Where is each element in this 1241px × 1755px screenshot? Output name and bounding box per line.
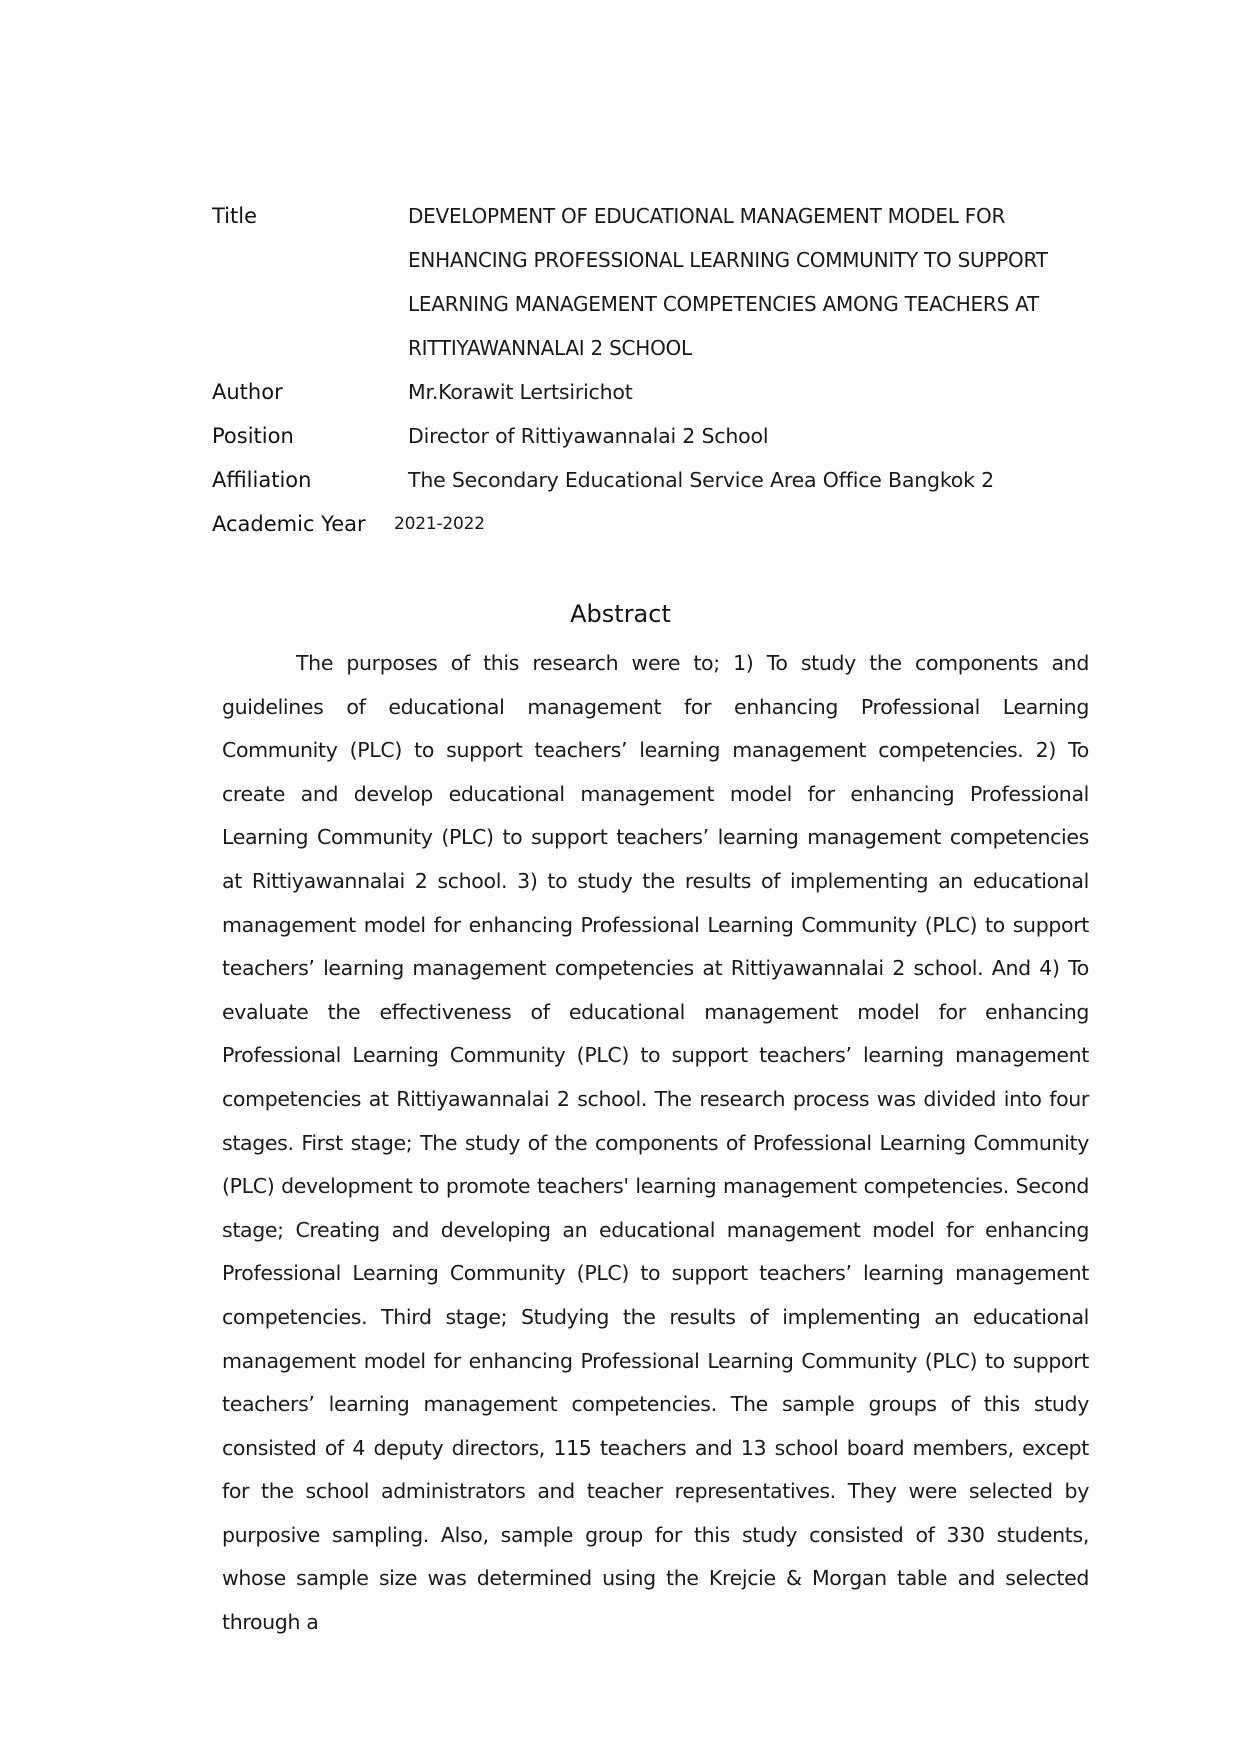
metadata-block (212, 194, 1092, 546)
position-label: Position (212, 424, 294, 448)
affiliation-label: Affiliation (212, 468, 312, 492)
affiliation-row (212, 458, 1092, 502)
affiliation-value: The Secondary Educational Service Area Office Bangkok 2 (408, 468, 994, 492)
abstract-heading: Abstract (570, 600, 671, 628)
title-value: DEVELOPMENT OF EDUCATIONAL MANAGEMENT MODEL FOR ENHANCING PROFESSIONAL LEARNING COMMUNITY TO SUPPORT LEARNING MANAGEMENT COMPETENCIES AMONG TEACHERS AT RITTIYAWANNALAI 2 SCHOOL (408, 204, 1048, 360)
position-row (212, 414, 1092, 458)
author-value: Mr.Korawit Lertsirichot (408, 380, 633, 404)
abstract-body: The purposes of this research were to; 1) To study the components and guidelines of educational management for enhancing Professional Learning Community (PLC) to support teachers’ learning management competencies. 2) To create and develop educational management model for enhancing Professional Learning Community (PLC) to support teachers’ learning management competencies at Rittiyawannalai 2 school. 3) to study the results of implementing an educational management model for enhancing Professional Learning Community (PLC) to support teachers’ learning management competencies at Rittiyawannalai 2 school. And 4) To evaluate the effectiveness of educational management model for enhancing Professional Learning Community (PLC) to support teachers’ learning management competencies at Rittiyawannalai 2 school. The research process was divided into four stages. First stage; The study of the components of Professional Learning Community (PLC) development to promote teachers' learning management competencies. Second stage; Creating and developing an educational management model for enhancing Professional Learning Community (PLC) to support teachers’ learning management competencies. Third stage; Studying the results of implementing an educational management model for enhancing Professional Learning Community (PLC) to support teachers’ learning management competencies. The sample groups of this study consisted of 4 deputy directors, 115 teachers and 13 school board members, except for the school administrators and teacher representatives. They were selected by purposive sampling. Also, sample group for this study consisted of 330 students, whose sample size was determined using the Krejcie & Morgan table and selected through a (222, 651, 1089, 1635)
academic-year-row (212, 502, 1092, 546)
title-label: Title (212, 204, 258, 228)
academic-year-value: 2021-2022 (394, 514, 485, 534)
author-row (212, 370, 1092, 414)
author-label: Author (212, 380, 283, 404)
title-row (212, 194, 1092, 370)
academic-year-label: Academic Year (212, 512, 366, 536)
position-value: Director of Rittiyawannalai 2 School (408, 424, 769, 448)
